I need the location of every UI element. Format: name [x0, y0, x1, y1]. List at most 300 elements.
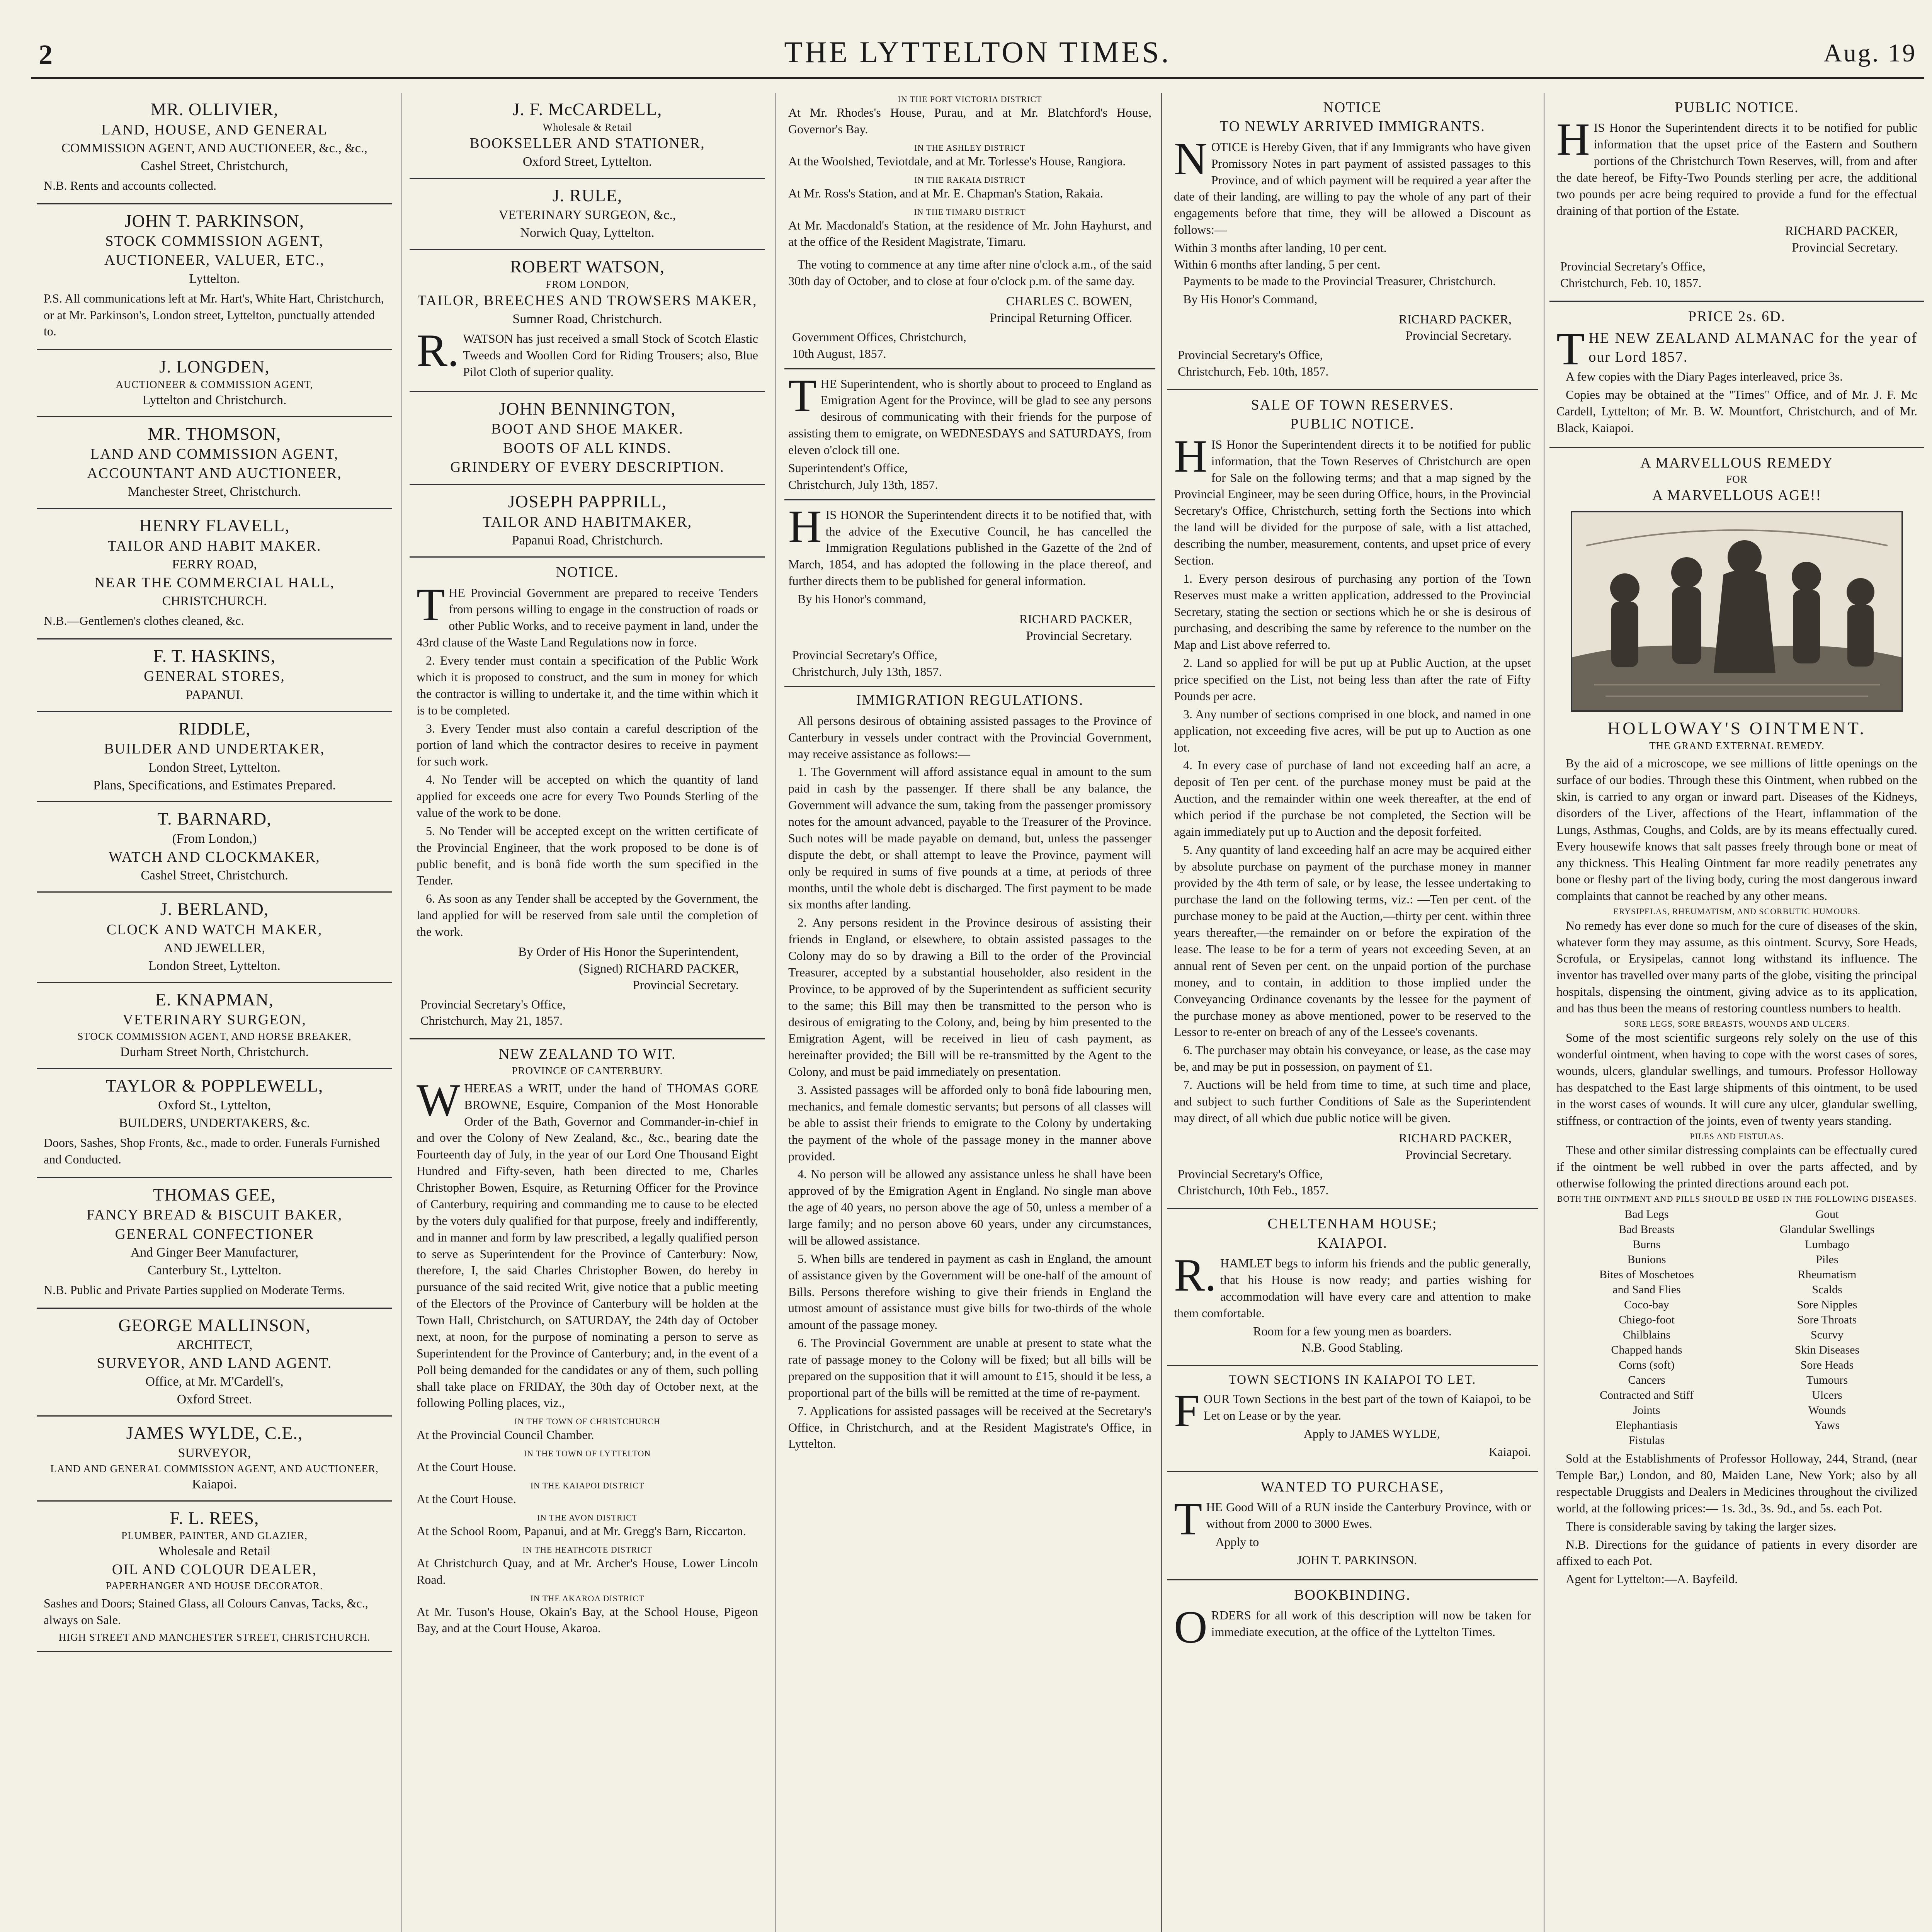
drop-cap: T: [788, 369, 817, 421]
business-detail: Lyttelton and Christchurch.: [142, 393, 287, 407]
business-detail: SURVEYOR, AND LAND AGENT.: [97, 1355, 332, 1371]
business-note: Doors, Sashes, Shop Fronts, &c., made to order. Funerals Furnished and Conducted.: [44, 1135, 380, 1166]
business-detail: BOOTS OF ALL KINDS.: [503, 440, 672, 456]
drop-cap: W: [417, 1074, 461, 1126]
signature-line: Christchurch, Feb. 10, 1857.: [1560, 276, 1702, 290]
signature-line: Provincial Secretary's Office,: [1178, 1167, 1323, 1181]
column-content: [37, 93, 392, 1652]
business-detail: Lyttelton.: [189, 271, 240, 286]
regulation-paragraph: 5. When bills are tendered in payment as cash in England, the amount of assistance given by the Government will be one-half of the amount of Bills. Persons therefore wishing to give their friends in England the utmost amount of assistance must give bills for two-thirds of the whole amount of the passage money.: [788, 1251, 1151, 1332]
reserves-paragraph: 1. Every person desirous of purchasing any portion of the Town Reserves must make a written application, addressed to the Provincial Secretary, stating the section or sections which he or she is desirous of purchasing, and describing the same by reference to the number on the Map and List above referred to.: [1174, 571, 1531, 652]
column-content: [1549, 93, 1924, 1598]
notice-title: NOTICE.: [556, 564, 619, 581]
ad-title: HE NEW ZEALAND ALMANAC for the year of our Lord 1857.: [1588, 330, 1917, 365]
ad-body: A few copies with the Diary Pages interleaved, price 3s.: [1566, 369, 1843, 384]
bookbinding-ad: [1167, 1580, 1538, 1651]
business-detail: TAILOR AND HABIT MAKER.: [107, 537, 321, 554]
notice-body: IS HONOR the Superintendent directs it to be notified that, with the advice of the Executive Council, he has cancelled the Immigration Regulations published in the Gazette of the 2nd of March, 1854, and has adopted the following in the place thereof, and further directs them to be published for general information.: [788, 507, 1151, 588]
office-line: Christchurch, May 21, 1857.: [420, 1014, 563, 1028]
writ-title: NEW ZEALAND TO WIT.: [498, 1046, 676, 1063]
column-content: [410, 93, 765, 1647]
regulation-paragraph: 2. Any persons resident in the Province desirous of assisting their friends in England, or elsewhere, to obtain assisted passages to the Colony may do so by drawing a Bill to the order of the Provincial Treasurer, accepted by a substantial householder, also resident in the Province, to be approved of by the Superintendent as sufficient security to the same; this Bill may then be transmitted to the person who is desirous of emigrating to the Colony, and, being by him presented to the Emigration Agent, will be received in lieu of cash payment, as hereinafter provided; the Bill will be re-transmitted by the Agent to the Colony, and must be paid immediately on presentation.: [788, 915, 1151, 1079]
signature-line: Cancers: [1628, 1374, 1665, 1387]
business-card: [37, 350, 392, 417]
signature-line: Sore Heads: [1800, 1359, 1854, 1372]
signature-line: Joints: [1633, 1404, 1660, 1417]
signature-line: Provincial Secretary's Office,: [1560, 259, 1706, 274]
business-detail: Cashel Street, Christchurch.: [141, 868, 288, 883]
district-heading: IN THE PORT VICTORIA DISTRICT: [898, 94, 1042, 104]
writ-subtitle: PROVINCE OF CANTERBURY.: [512, 1065, 663, 1077]
regulation-paragraph: 4. No person will be allowed any assistance unless he shall have been approved of by the Emigration Agent in England. No single man above the age of 40 years, no person above the age of 50, unless a member of a large family; and no person above 60 years, under any circumstances, will be allowed assistance.: [788, 1167, 1151, 1247]
business-name: MR. OLLIVIER,: [150, 99, 279, 119]
reserves-paragraph: 6. The purchaser may obtain his conveyance, or lease, as the case may be, and may be put in possession, on payment of £1.: [1174, 1043, 1531, 1074]
business-detail: London Street, Lyttelton.: [148, 760, 281, 775]
district-text: [784, 217, 1155, 254]
signature-line: Christchurch, Feb. 10th, 1857.: [1178, 364, 1329, 379]
ad-body: Some of the most scientific surgeons rely solely on the use of this wonderful ointment, when having to cope with the worst cases of sores, wounds, ulcers, glandular swellings, and tumours. Professor Holloway has despatched to the East large shipments of this ointment, to be used in the worst cases of wounds. It will cure any ulcer, glandular swelling, stiffness, or contraction of the joints, even of twenty years standing.: [1556, 1031, 1917, 1128]
district-text: [784, 104, 1155, 141]
apply-name: JOHN T. PARKINSON.: [1297, 1553, 1417, 1567]
signature-line: Coco-bay: [1624, 1298, 1669, 1311]
district-text: [413, 1555, 762, 1592]
ad-subtitle: KAIAPOI.: [1317, 1235, 1388, 1251]
reserves-paragraph: 2. Land so applied for will be put up at Public Auction, at the upset price specified on the List, not being less than after the rate of Fifty Pounds per acre.: [1174, 656, 1531, 703]
district-heading: IN THE TOWN OF LYTTELTON: [524, 1449, 651, 1459]
page-number: 2: [39, 39, 53, 70]
signature-line: Bites of Moschetoes: [1599, 1268, 1694, 1281]
district-heading: IN THE TIMARU DISTRICT: [914, 207, 1026, 217]
public-notice: [1549, 93, 1924, 302]
business-name: J. F. McCARDELL,: [512, 99, 662, 119]
apply-place: Kaiapoi.: [1488, 1444, 1531, 1459]
business-note: Sashes and Doors; Stained Glass, all Colours Canvas, Tacks, &c., always on Sale.: [44, 1596, 368, 1627]
business-name: F. L. REES,: [170, 1508, 259, 1528]
notice-paragraph: 3. Every Tender must also contain a careful description of the portion of land which the contractor desires to receive in payment for such work.: [417, 721, 758, 769]
business-card: [37, 1069, 392, 1178]
district-heading: IN THE TOWN OF CHRISTCHURCH: [514, 1417, 660, 1427]
drop-cap: H: [788, 500, 822, 552]
column-content: [1167, 93, 1538, 1651]
signature-line: Chilblains: [1622, 1328, 1671, 1342]
signature-line: Bad Breasts: [1619, 1223, 1675, 1236]
business-detail: Oxford St., Lyttelton,: [158, 1098, 271, 1113]
district-heading: IN THE KAIAPOI DISTRICT: [530, 1481, 645, 1491]
business-name: JOHN BENNINGTON,: [499, 398, 676, 418]
drop-cap: F: [1174, 1385, 1200, 1437]
ad-body: These and other similar distressing complaints can be effectually cured if the ointment be well rubbed in over the parts affected, and by otherwise following the printed directions around each pot.: [1556, 1143, 1917, 1190]
ad-body: Sold at the Establishments of Professor Holloway, 244, Strand, (near Temple Bar,) London, and 80, Maiden Lane, New York; also by all respectable Druggists and Dealers in Medicines throughout the civilized world, at the following prices:— 1s. 3d., 3s. 9d., and 5s. each Pot.: [1556, 1451, 1917, 1515]
district-heading: IN THE AKAROA DISTRICT: [530, 1593, 645, 1603]
signature-line: Christchurch, July 13th, 1857.: [788, 477, 938, 492]
business-detail: AND JEWELLER,: [163, 940, 265, 955]
business-detail: Kaiapoi.: [192, 1477, 237, 1492]
signature-line: Burns: [1633, 1238, 1661, 1251]
notice-paragraph: 4. No Tender will be accepted on which the quantity of land applied for exceeds one acre for every Two Pounds Sterling of the value of the work to be done.: [417, 772, 758, 820]
business-detail: (From London,): [172, 831, 257, 846]
reserves-paragraph: [1174, 430, 1531, 569]
polling-place: At the Court House.: [417, 1460, 516, 1474]
notice-title: NOTICE: [1323, 99, 1382, 116]
business-name: J. BERLAND,: [160, 899, 269, 919]
signature-line: Skin Diseases: [1794, 1344, 1860, 1357]
signature-line: Corns (soft): [1619, 1359, 1675, 1372]
business-detail: ACCOUNTANT AND AUCTIONEER,: [87, 465, 342, 481]
masthead: [31, 35, 1924, 79]
business-detail: Durham Street North, Christchurch.: [120, 1044, 309, 1059]
signature-line: Room for a few young men as boarders.: [1253, 1324, 1452, 1338]
signature-line: Christchurch, 10th Feb., 1857.: [1178, 1183, 1329, 1197]
ad-title: WANTED TO PURCHASE,: [1260, 1478, 1444, 1495]
superintendent-notice: [784, 369, 1155, 495]
section-heading: PILES AND FISTULAS.: [1690, 1131, 1784, 1141]
business-note: [413, 325, 762, 384]
business-detail: LAND AND GENERAL COMMISSION AGENT, AND AUCTIONEER,: [50, 1463, 379, 1475]
signature-line: Provincial Secretary.: [1792, 240, 1898, 255]
signature-line: RICHARD PACKER,: [1398, 1131, 1512, 1145]
drop-cap: R.: [417, 325, 459, 376]
notice-title: PUBLIC NOTICE.: [1675, 99, 1799, 116]
column-2: [410, 93, 765, 1932]
drop-cap: N: [1174, 133, 1208, 184]
business-detail: PLUMBER, PAINTER, AND GLAZIER,: [121, 1530, 308, 1542]
signature-line: Wounds: [1808, 1404, 1846, 1417]
reserves-paragraph: 4. In every case of purchase of land not exceeding half an acre, a deposit of Ten per cent. of the purchase money must be paid at the Auction, and the remainder within one week thereafter, at the end of which period if the purchase be not completed, the Section will be again immediately put up to Auction and the deposit forfeited.: [1174, 758, 1531, 838]
writ-notice: [410, 1039, 765, 1647]
reserves-paragraph: 3. Any number of sections comprised in one block, and named in one application, not exceeding five acres, will be put up to Auction as one lot.: [1174, 707, 1531, 754]
drop-cap: H: [1556, 114, 1590, 165]
ad-body: Copies may be obtained at the "Times" Office, and of Mr. J. F. Mc Cardell, Lyttelton; of Mr. B. W. Mountfort, Christchurch, and of Mr. Black, Kaiapoi.: [1556, 388, 1917, 435]
regulation-paragraph: 1. The Government will afford assistance equal in amount to the sum paid in cash by the passenger. If there shall be any balance, the Government will advance the sum, taking from the passenger promissory notes for the amount advanced, payable to the Treasurer of the Province. Such notes will be made payable on demand, but, unless the passenger dispute the debt, or shall attempt to leave the Province, payment will only be required in sums of five pounds at a time, at periods of three months, until the whole debt is discharged. The first payment to be made six months after landing.: [788, 765, 1151, 912]
district-text: [413, 1604, 762, 1641]
business-card: [37, 417, 392, 509]
regulation-paragraph: 7. Applications for assisted passages will be received at the Secretary's Office, in Christchurch, and at the Resident Magistrate's Office, in Lyttelton.: [788, 1403, 1151, 1451]
signature-line: Christchurch, July 13th, 1857.: [792, 664, 942, 679]
notice-paragraph: 6. As soon as any Tender shall be accepted by the Government, the land applied for will be reserved from sale until the completion of the work.: [417, 891, 758, 939]
signature-line: Within 6 months after landing, 5 per cent.: [1174, 257, 1381, 271]
ad-body: There is considerable saving by taking the larger sizes.: [1566, 1519, 1837, 1533]
signature-line: Provincial Secretary.: [1405, 1148, 1512, 1162]
signature-line: RICHARD PACKER,: [1398, 312, 1512, 327]
notice-title: SALE OF TOWN RESERVES.: [1251, 397, 1454, 413]
business-card: [37, 639, 392, 712]
business-detail: Wholesale & Retail: [543, 121, 632, 133]
business-note: N.B. Rents and accounts collected.: [44, 178, 216, 192]
command-line: By His Honor's Command,: [1183, 292, 1318, 306]
business-detail: GENERAL STORES,: [144, 668, 285, 685]
polling-place: At the Woolshed, Teviotdale, and at Mr. Torlesse's House, Rangiora.: [788, 154, 1126, 168]
district-text: [413, 1523, 762, 1543]
business-card: [37, 1309, 392, 1417]
district-text: [413, 1427, 762, 1447]
district-text: [413, 1459, 762, 1479]
business-detail: AUCTIONEER & COMMISSION AGENT,: [116, 378, 313, 390]
district-heading: IN THE HEATHCOTE DISTRICT: [522, 1544, 652, 1554]
ad-body: OUR Town Sections in the best part of the town of Kaiapoi, to be Let on Lease or by the year.: [1203, 1392, 1531, 1423]
signature-line: Ulcers: [1812, 1389, 1842, 1402]
district-text: [413, 1491, 762, 1511]
district-text: [784, 153, 1155, 173]
business-name: THOMAS GEE,: [153, 1184, 276, 1204]
signature-line: Rheumatism: [1798, 1268, 1857, 1281]
business-detail: BUILDERS, UNDERTAKERS, &c.: [119, 1116, 310, 1130]
business-detail: Office, at Mr. M'Cardell's,: [145, 1374, 284, 1389]
paragraph-text: HE Provincial Government are prepared to receive Tenders from persons willing to engage in the construction of roads or other Public Works, and to receive payment in land, under the 43rd clause of the Waste Land Regulations now in force.: [417, 585, 758, 650]
signature-line: (Signed) RICHARD PACKER,: [578, 961, 739, 976]
business-detail: Manchester Street, Christchurch.: [128, 485, 301, 499]
district-text: [784, 185, 1155, 206]
business-detail: GENERAL CONFECTIONER: [115, 1226, 314, 1242]
signature-line: Chapped hands: [1611, 1344, 1682, 1357]
business-detail: CLOCK AND WATCH MAKER,: [106, 921, 323, 938]
business-detail: AUCTIONEER, VALUER, ETC.,: [104, 252, 325, 269]
signature-line: Piles: [1816, 1253, 1838, 1266]
notice-paragraph: 5. No Tender will be accepted except on the written certificate of the Provincial Engineer, that the work proposed to be done is of public benefit, and is bonâ fide worth the sum specified in the Tender.: [417, 823, 758, 888]
column-5: [1549, 93, 1924, 1932]
business-detail: GRINDERY OF EVERY DESCRIPTION.: [450, 459, 724, 475]
engraving-illustration: [1571, 511, 1903, 712]
cheltenham-house-ad: [1167, 1209, 1538, 1366]
signature-line: Tumours: [1806, 1374, 1848, 1387]
business-card: [37, 1417, 392, 1501]
notice-paragraph: 2. Every tender must contain a specification of the Public Work which it is proposed to construct, and the sum in money for which the contractor is willing to undertake it, and the time within which it is to be completed.: [417, 653, 758, 717]
signature-line: Elephantiasis: [1616, 1419, 1678, 1432]
ad-headline: A MARVELLOUS REMEDY: [1640, 454, 1833, 471]
business-detail: ARCHITECT,: [176, 1338, 253, 1352]
signature-line: RICHARD PACKER,: [1785, 224, 1898, 238]
business-name: GEORGE MALLINSON,: [118, 1315, 311, 1335]
office-line: Provincial Secretary's Office,: [420, 997, 566, 1011]
holloway-ad: [1549, 448, 1924, 1598]
drop-cap: T: [1174, 1493, 1202, 1545]
business-detail: Papanui Road, Christchurch.: [512, 533, 663, 548]
business-detail: FANCY BREAD & BISCUIT BAKER,: [86, 1207, 343, 1223]
section-heading: SORE LEGS, SORE BREASTS, WOUNDS AND ULCERS.: [1624, 1019, 1850, 1029]
business-card: [37, 802, 392, 893]
business-name: J. RULE,: [552, 185, 622, 205]
district-heading: IN THE RAKAIA DISTRICT: [914, 175, 1026, 185]
section-heading: ERYSIPELAS, RHEUMATISM, AND SCORBUTIC HUMOURS.: [1613, 906, 1861, 917]
signature-line: N.B. Good Stabling.: [1301, 1340, 1403, 1355]
immigration-title: IMMIGRATION REGULATIONS.: [856, 692, 1084, 709]
ad-headline: FOR: [1726, 473, 1748, 485]
notice-body: IS Honor the Superintendent directs it to be notified for public information that the upset price of the Eastern and Southern portions of the Christchurch Town Reserves, will, from and after the date hereof, be Fifty-Two Pounds sterling per acre, the additional two pounds per acre being required to provide a fund for the effectual draining of that portion of the Estate.: [1556, 121, 1917, 218]
business-card: [410, 485, 765, 558]
ad-headline: A MARVELLOUS AGE!!: [1652, 487, 1822, 504]
business-detail: BOOKSELLER AND STATIONER,: [469, 135, 705, 151]
business-detail: TAILOR AND HABITMAKER,: [482, 514, 692, 530]
signature-line: Bunions: [1627, 1253, 1666, 1266]
business-detail: LAND, HOUSE, AND GENERAL: [101, 121, 328, 138]
signature-line: Yaws: [1814, 1419, 1840, 1432]
ad-title: CHELTENHAM HOUSE;: [1267, 1216, 1437, 1232]
ad-body: By the aid of a microscope, we see millions of little openings on the surface of our bodies. Through these this Ointment, when rubbed on the skin, is carried to any organ or inward part. Diseases of the Kidneys, disorders of the Liver, affections of the Heart, inflammation of the Lungs, Asthmas, Coughs, and Colds, are by its means effectually cured. Every housewife knows that salt passes freely through bone or meat of any thickness. This Healing Ointment far more readily penetrates any bone or fleshy part of the living body, curing the most dangerous inward complaints that cannot be reached by any other means.: [1556, 756, 1917, 903]
voting-hours: The voting to commence at any time after nine o'clock a.m., of the said 30th day of October, and to close at four o'clock p.m. of the same day.: [788, 257, 1151, 288]
business-note: N.B. Public and Private Parties supplied on Moderate Terms.: [44, 1282, 345, 1297]
business-card: [410, 179, 765, 250]
business-card: [37, 712, 392, 803]
price-line: PRICE 2s. 6D.: [1688, 308, 1786, 325]
business-card: [410, 250, 765, 392]
business-detail: Cashel Street, Christchurch,: [141, 158, 288, 173]
signature-line: Lumbago: [1805, 1238, 1849, 1251]
signature-line: Contracted and Stiff: [1600, 1389, 1694, 1402]
agent-line: Agent for Lyttelton:—A. Bayfeild.: [1566, 1572, 1738, 1586]
signature-line: 10th August, 1857.: [792, 346, 886, 361]
business-name: MR. THOMSON,: [148, 423, 281, 444]
regulation-paragraph: 3. Assisted passages will be afforded only to bonâ fide labouring men, mechanics, and female domestic servants; but persons of all classes will be able to assist their friends to emigrate to the Colony by undertaking the payment of the whole of the passage money in the manner above provided.: [788, 1083, 1151, 1163]
business-detail: TAILOR, BREECHES AND TROWSERS MAKER,: [417, 292, 757, 309]
business-detail: LAND AND COMMISSION AGENT,: [90, 446, 339, 463]
notice-body: HE Superintendent, who is shortly about to proceed to England as Emigration Agent for the Province, will be glad to see any persons desirous of communicating with their friends for the purpose of assisting them to emigrate, on WEDNESDAYS and SATURDAYS, from eleven o'clock till one.: [788, 376, 1151, 457]
business-detail: CHRISTCHURCH.: [162, 594, 267, 609]
business-detail: VETERINARY SURGEON,: [122, 1012, 306, 1028]
drop-cap: T: [417, 578, 445, 630]
polling-place: At Mr. Macdonald's Station, at the residence of Mr. John Hayhurst, and at the office of the Resident Magistrate, Timaru.: [788, 218, 1151, 249]
signature-line: Provincial Secretary.: [633, 978, 739, 992]
business-card: [37, 509, 392, 639]
regulation-paragraph: 6. The Provincial Government are unable at present to state what the rate of passage money to the Colony will be fixed; but all bills will be prepared on the supposition that it will amount to £15, should it be less, a proportional part of the bills will be remitted at the time of re-payment.: [788, 1336, 1151, 1400]
honor-notice: [784, 500, 1155, 611]
regulation-paragraph: All persons desirous of obtaining assisted passages to the Province of Canterbury in vessels under contract with the Provincial Government, may receive assistance as follows:—: [788, 713, 1151, 761]
signature-line: RICHARD PACKER,: [1019, 612, 1132, 626]
signature-line: Bad Legs: [1624, 1208, 1669, 1221]
polling-place: At the Provincial Council Chamber.: [417, 1428, 594, 1442]
notice-subtitle: TO NEWLY ARRIVED IMMIGRANTS.: [1219, 118, 1485, 135]
business-name: F. T. HASKINS,: [153, 646, 276, 666]
signature-line: Provincial Secretary's Office,: [792, 648, 937, 662]
column-rule: [1161, 93, 1162, 1932]
business-detail: Plans, Specifications, and Estimates Prepared.: [93, 778, 336, 793]
signature-line: Sore Nipples: [1797, 1298, 1857, 1311]
drop-cap: H: [1174, 430, 1208, 482]
business-detail: STOCK COMMISSION AGENT, AND HORSE BREAKER,: [77, 1030, 352, 1042]
issue-date: Aug. 19: [1823, 39, 1917, 67]
column-content: [784, 94, 1155, 1456]
drop-cap: R.: [1174, 1249, 1217, 1301]
ad-body: HAMLET begs to inform his friends and the public generally, that his House is now ready; and parties wishing for accommodation will have every care and attention to make them comfortable.: [1174, 1256, 1531, 1320]
business-detail: FROM LONDON,: [545, 278, 629, 290]
note-text: WATSON has just received a small Stock of Scotch Elastic Tweeds and Woollen Cord for Riding Trousers; also, Blue Pilot Cloth of superior quality.: [463, 332, 758, 379]
signature-line: Gout: [1815, 1208, 1839, 1221]
signature-line: Within 3 months after landing, 10 per cent.: [1174, 241, 1387, 255]
command-line: By his Honor's command,: [798, 592, 926, 606]
business-note: N.B.—Gentlemen's clothes cleaned, &c.: [44, 614, 244, 628]
disease-list: [1553, 1207, 1921, 1448]
business-detail: And Ginger Beer Manufacturer,: [130, 1245, 299, 1260]
signature-line: Sore Throats: [1797, 1313, 1857, 1327]
business-detail: PAPERHANGER AND HOUSE DECORATOR.: [106, 1580, 323, 1592]
signature-line: Fistulas: [1628, 1434, 1665, 1447]
section-heading: BOTH THE OINTMENT AND PILLS SHOULD BE USED IN THE FOLLOWING DISEASES.: [1557, 1194, 1917, 1204]
polling-place: At the School Room, Papanui, and at Mr. Gregg's Barn, Riccarton.: [417, 1524, 746, 1538]
town-reserves-notice: [1167, 390, 1538, 1209]
signature-line: Glandular Swellings: [1779, 1223, 1875, 1236]
business-name: JAMES WYLDE, C.E.,: [126, 1423, 303, 1443]
business-address: HIGH STREET AND MANCHESTER STREET, CHRISTCHURCH.: [58, 1631, 371, 1643]
business-detail: OIL AND COLOUR DEALER,: [112, 1561, 317, 1578]
business-detail: STOCK COMMISSION AGENT,: [105, 233, 324, 250]
column-3: [784, 93, 1155, 1932]
signature-line: By Order of His Honor the Superintendent,: [518, 945, 739, 959]
business-detail: Sumner Road, Christchurch.: [512, 312, 662, 327]
ad-title: TOWN SECTIONS IN KAIAPOI TO LET.: [1228, 1373, 1476, 1387]
business-name: TAYLOR & POPPLEWELL,: [105, 1075, 323, 1095]
business-card: [37, 1178, 392, 1309]
kaiapoi-sections-ad: [1167, 1366, 1538, 1472]
drop-cap: O: [1174, 1601, 1208, 1653]
wanted-ad: [1167, 1472, 1538, 1580]
signature-line: Government Offices, Christchurch,: [792, 330, 966, 344]
business-detail: Norwich Quay, Lyttelton.: [520, 226, 655, 240]
business-card: [37, 983, 392, 1069]
business-card: [37, 93, 392, 204]
signature-line: Chiego-foot: [1619, 1313, 1675, 1327]
notice-after: Payments to be made to the Provincial Treasurer, Christchurch.: [1183, 274, 1496, 288]
signature-line: Principal Returning Officer.: [990, 311, 1132, 325]
column-4: [1167, 93, 1538, 1932]
business-name: E. KNAPMAN,: [155, 989, 274, 1009]
business-name: RIDDLE,: [178, 718, 251, 738]
business-detail: Oxford Street.: [177, 1392, 252, 1407]
apply-line: Apply to JAMES WYLDE,: [1303, 1426, 1440, 1440]
polling-place: At the Court House.: [417, 1492, 516, 1506]
business-card: [37, 1502, 392, 1653]
business-detail: VETERINARY SURGEON, &c.,: [498, 208, 676, 223]
signature-line: Scalds: [1812, 1283, 1842, 1296]
signature-line: Provincial Secretary.: [1026, 629, 1132, 643]
product-subtitle: THE GRAND EXTERNAL REMEDY.: [1649, 740, 1825, 752]
business-detail: Wholesale and Retail: [158, 1544, 271, 1559]
business-detail: PAPANUI.: [185, 687, 243, 702]
business-detail: London Street, Lyttelton.: [148, 958, 281, 973]
business-detail: Oxford Street, Lyttelton.: [522, 154, 652, 169]
district-heading: IN THE ASHLEY DISTRICT: [914, 143, 1026, 153]
business-detail: BOOT AND SHOE MAKER.: [491, 421, 684, 437]
immigrants-notice: [1167, 93, 1538, 390]
business-detail: COMMISSION AGENT, AND AUCTIONEER, &c., &c.,: [61, 141, 367, 155]
ad-title: BOOKBINDING.: [1294, 1587, 1411, 1603]
writ-body: HEREAS a WRIT, under the hand of THOMAS GORE BROWNE, Esquire, Companion of the Most Honorable Order of the Bath, Governor and Commander-in-chief in and over the Colony of New Zealand, &c., &c., bearing date the Fourteenth day of July, in the year of our Lord One Thousand Eight Hundred and Fifty-seven, hath been directed to me, Charles Christopher Bowen, Esquire, as Returning Officer for the Province of Canterbury, requiring and commanding me to cause to be elected by the voters duly qualified for that purpose, freely and indifferently, and in manner and form by law prescribed, a legally qualified person to serve as Superintendent for the Province of Canterbury: Now, therefore, I, the said Charles Christopher Bowen, do hereby in pursuance of the said recited Writ, give notice that a public meeting of the Electors of the Province of Canterbury will be holden at the Town Hall, Christchurch, on SATURDAY, the 24th day of October next, at noon, for the purpose of nominating a person to serve as Superintendent for the Province of Canterbury; and, in the event of a Poll being demanded for the candidates or any of them, such polling shall take place on FRIDAY, the 30th day of October next, at the following Polling places, viz.,: [417, 1081, 758, 1410]
district-heading: IN THE AVON DISTRICT: [537, 1512, 638, 1522]
business-card: [410, 392, 765, 485]
tender-notice: [410, 558, 765, 1039]
reserves-paragraph: 7. Auctions will be held from time to time, at such time and place, and subject to such further Conditions of Sale as the Superintendent may direct, of all which due public notice will be given.: [1174, 1078, 1531, 1125]
ad-body: HE Good Will of a RUN inside the Canterbury Province, with or without from 2000 to 3000 Ewes.: [1206, 1500, 1531, 1531]
polling-place: At Mr. Rhodes's House, Purau, and at Mr. Blatchford's House, Governor's Bay.: [788, 105, 1151, 136]
business-detail: NEAR THE COMMERCIAL HALL,: [94, 574, 335, 591]
business-card: [37, 893, 392, 983]
notice-body: OTICE is Hereby Given, that if any Immigrants who have given Promissory Notes in part payment of assisted passages to this Province, and of which payment will be required a year after the date of their landing, are willing to pay the whole of any part of their engagements before that time, they will be allowed a Discount as follows:—: [1174, 139, 1531, 237]
drop-cap: T: [1556, 323, 1585, 374]
business-name: JOHN T. PARKINSON,: [124, 211, 304, 231]
business-card: [410, 93, 765, 179]
signature-line: Provincial Secretary.: [1405, 329, 1512, 343]
newspaper-title: THE LYTTELTON TIMES.: [784, 35, 1171, 69]
polling-place: At Christchurch Quay, and at Mr. Archer's House, Lower Lincoln Road.: [417, 1556, 758, 1587]
business-name: J. LONGDEN,: [159, 357, 270, 377]
business-detail: FERRY ROAD,: [172, 557, 257, 571]
business-detail: WATCH AND CLOCKMAKER,: [109, 849, 320, 865]
polling-place: At Mr. Tuson's House, Okain's Bay, at the School House, Pigeon Bay, and at the Court House, Akaroa.: [417, 1604, 758, 1635]
signature-line: Scurvy: [1811, 1328, 1844, 1342]
ad-body: RDERS for all work of this description will now be taken for immediate execution, at the office of the Lyttelton Times.: [1211, 1608, 1531, 1639]
business-note: P.S. All communications left at Mr. Hart's, White Hart, Christchurch, or at Mr. Parkinson's, London street, Lyttelton, punctually attended to.: [44, 291, 384, 338]
signature-line: Superintendent's Office,: [788, 461, 908, 475]
ad-body: No remedy has ever done so much for the cure of diseases of the skin, whatever form they may assume, as this ointment. Scurvy, Sore Heads, Scrofula, or Erysipelas, cannot long withstand its influence. The inventor has travelled over many parts of the globe, visiting the principal hospitals, dispensing the ointment, giving advice as to its application, and has thus been the means of restoring countless numbers to health.: [1556, 918, 1917, 1015]
business-name: HENRY FLAVELL,: [139, 515, 290, 535]
ad-body: N.B. Directions for the guidance of patients in every disorder are affixed to each Pot.: [1556, 1537, 1917, 1568]
